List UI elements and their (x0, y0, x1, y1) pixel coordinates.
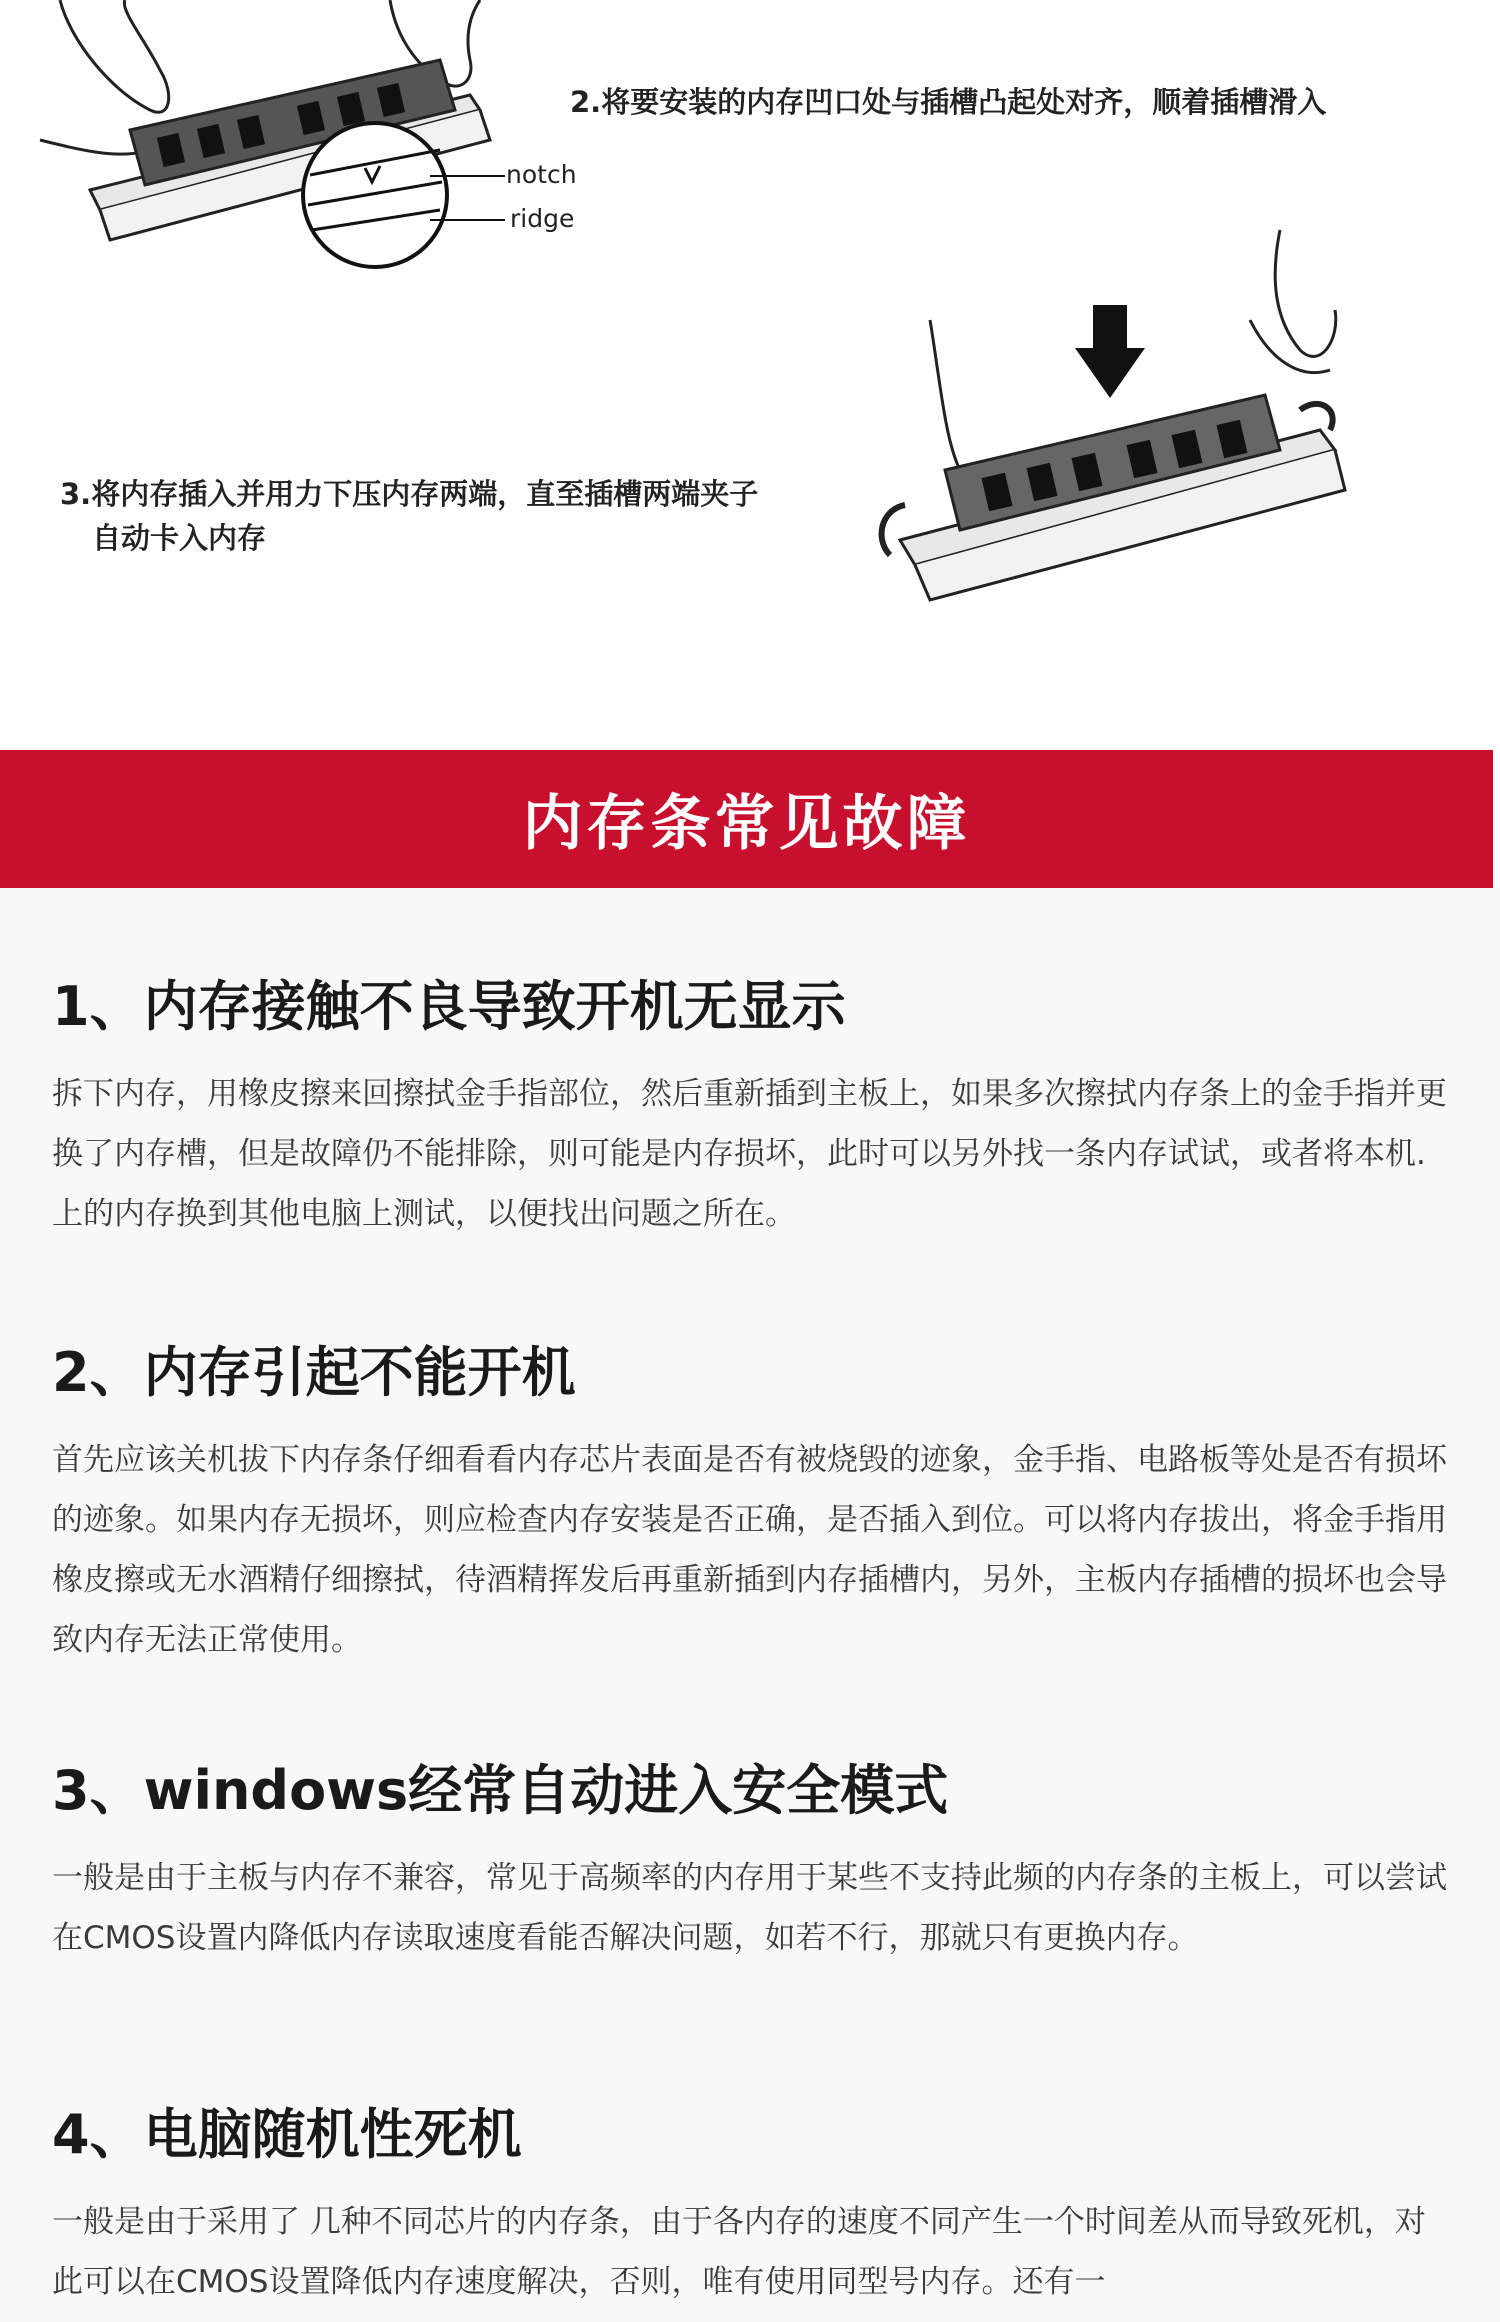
step2-instruction: 2.将要安装的内存凹口处与插槽凸起处对齐，顺着插槽滑入 (570, 85, 1327, 119)
step3-line2: 自动卡入内存 (92, 521, 267, 555)
fault-section-1 (52, 972, 1452, 1244)
down-arrow-icon (1075, 305, 1145, 398)
section-body: 首先应该关机拔下内存条仔细看看内存芯片表面是否有被烧毁的迹象，金手指、电路板等处是否有损坏的迹象。如果内存无损坏，则应检查内存安装是否正确，是否插入到位。可以将内存拔出，将金手指用橡皮擦或无水酒精仔细擦拭，待酒精挥发后再重新插到内存插槽内，另外，主板内存插槽的损坏也会导致内存无法正常使用。 (52, 1442, 1447, 1658)
step3-instruction (60, 472, 840, 560)
step3-line1: 3.将内存插入并用力下压内存两端，直至插槽两端夹子 (60, 477, 759, 511)
section-banner (0, 750, 1493, 888)
faults-content (0, 888, 1500, 2322)
section-heading: 3、windows经常自动进入安全模式 (52, 1759, 949, 1822)
section-heading: 1、内存接触不良导致开机无显示 (52, 975, 846, 1038)
fault-section-3 (52, 1756, 1452, 1968)
section-body: 拆下内存，用橡皮擦来回擦拭金手指部位，然后重新插到主板上，如果多次擦拭内存条上的金手指并更换了内存槽，但是故障仍不能排除，则可能是内存损坏，此时可以另外找一条内存试试，或者将本机.上的内存换到其他电脑上测试，以便找出问题之所在。 (52, 1076, 1447, 1232)
section-heading: 2、内存引起不能开机 (52, 1341, 576, 1404)
step3-drawing (882, 230, 1345, 600)
section-body: 一般是由于采用了 几种不同芯片的内存条，由于各内存的速度不同产生一个时间差从而导致死机，对此可以在CMOS设置降低内存速度解决，否则，唯有使用同型号内存。还有一 (52, 2204, 1426, 2300)
fault-section-2 (52, 1338, 1452, 1670)
notch-label: notch (506, 160, 577, 189)
installation-illustration (0, 0, 1500, 745)
section-heading: 4、电脑随机性死机 (52, 2103, 522, 2166)
section-body: 一般是由于主板与内存不兼容，常见于高频率的内存用于某些不支持此频的内存条的主板上，可以尝试在CMOS设置内降低内存读取速度看能否解决问题，如若不行，那就只有更换内存。 (52, 1860, 1447, 1956)
fault-section-4 (52, 2100, 1452, 2312)
banner-title: 内存条常见故障 (522, 789, 971, 859)
ridge-label: ridge (510, 204, 575, 233)
